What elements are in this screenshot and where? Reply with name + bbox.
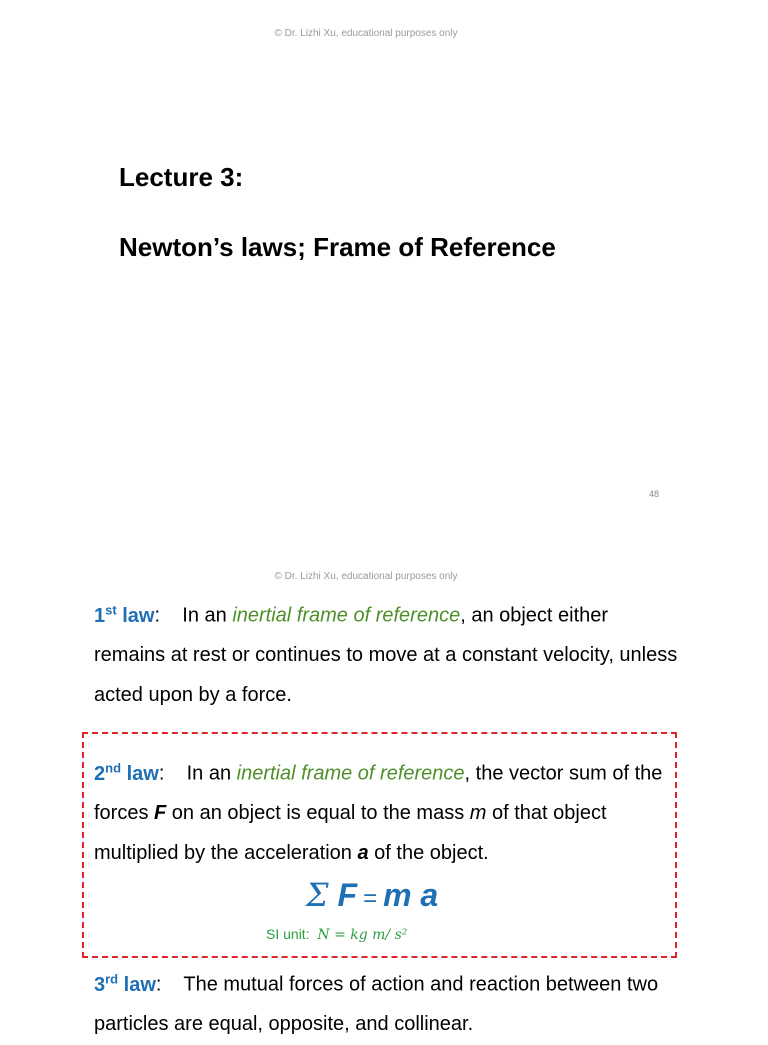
- newton-second-law-equation: Σ F = m a: [306, 876, 439, 914]
- force-symbol: F: [154, 802, 167, 825]
- page-number: 48: [649, 489, 660, 499]
- slide2-copyright: © Dr. Lizhi Xu, educational purposes only: [274, 571, 458, 582]
- lecture-topic-title: Newton’s laws; Frame of Reference: [119, 232, 556, 262]
- second-law-label: 2nd law: [94, 760, 159, 785]
- slide1-copyright: © Dr. Lizhi Xu, educational purposes only: [274, 28, 458, 39]
- inertial-frame-term: inertial frame of reference: [236, 762, 465, 785]
- si-unit-note: SI unit: N = kg m/ s²: [266, 926, 408, 943]
- sigma-symbol: Σ: [306, 876, 329, 914]
- first-law-label: 1st law: [94, 602, 155, 627]
- mass-symbol: m: [469, 802, 487, 825]
- third-law-paragraph: 3rd law: The mutual forces of action and reaction between two particles are equal, opposite, and collinear.: [94, 971, 664, 1036]
- second-law-paragraph: 2nd law: In an inertial frame of reference, the vector sum of the forces F on an object is equal to the mass m of that object multiplied by the acceleration a of the object.: [94, 760, 663, 864]
- third-law-label: 3rd law: [94, 971, 156, 996]
- lecture-number-title: Lecture 3:: [119, 162, 244, 192]
- first-law-paragraph: 1st law: In an inertial frame of reference, an object either remains at rest or continues to move at a constant velocity, unless acted upon by a force.: [94, 602, 678, 706]
- acceleration-symbol: a: [357, 841, 369, 864]
- inertial-frame-term: inertial frame of reference: [232, 604, 461, 627]
